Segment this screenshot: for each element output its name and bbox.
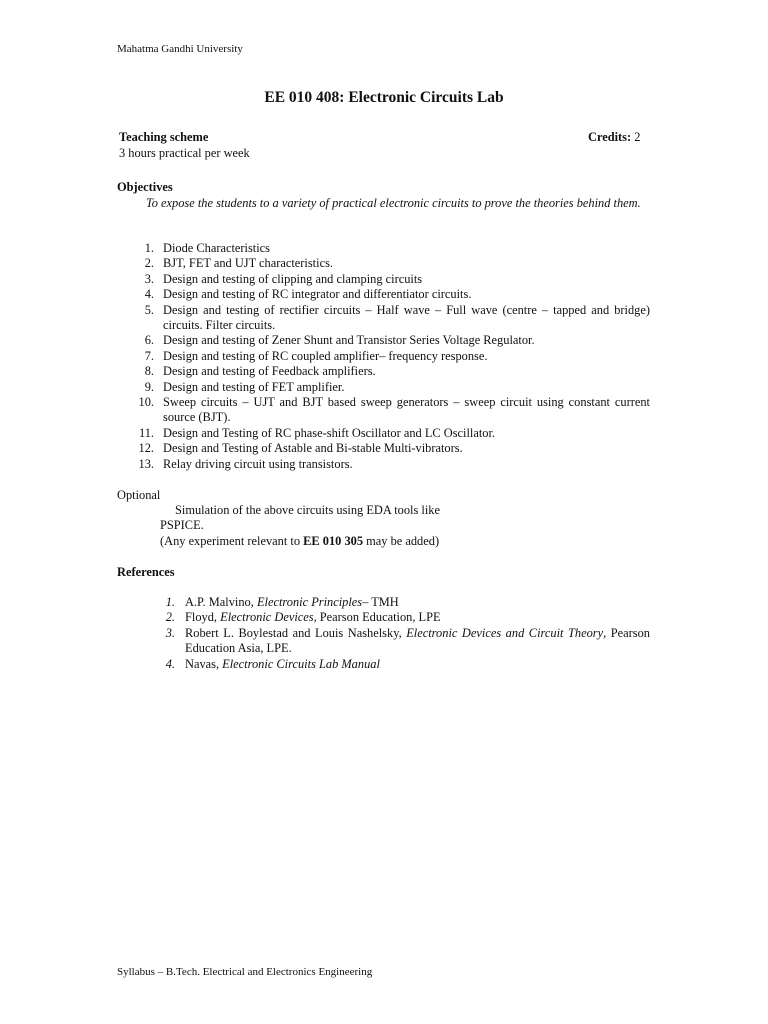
list-item: 13. Relay driving circuit using transistors. <box>138 456 353 471</box>
references-heading: References <box>117 565 175 579</box>
optional-line-1: Simulation of the above circuits using EDA tools like <box>175 503 440 517</box>
list-item: 8. Design and testing of Feedback amplifiers. <box>144 364 376 379</box>
list-item: 2. Floyd, Electronic Devices, Pearson Education, LPE <box>165 610 441 625</box>
objectives-heading: Objectives <box>117 180 173 194</box>
list-item: 12. Design and Testing of Astable and Bi-stable Multi-vibrators. <box>138 441 463 456</box>
credits <box>588 130 640 145</box>
teaching-scheme-label: Teaching scheme <box>119 130 209 144</box>
list-item: 3. Design and testing of clipping and clamping circuits <box>144 271 423 286</box>
list-item: 10. Sweep circuits – UJT and BJT based sweep generators – sweep circuit using constant current source (BJT). <box>138 395 650 425</box>
optional-line-2: PSPICE. <box>160 518 204 533</box>
credits-label: Credits: <box>588 130 632 144</box>
optional-line-3: (Any experiment relevant to EE 010 305 may be added) <box>160 533 440 548</box>
list-item: 1. A.P. Malvino, Electronic Principles– TMH <box>165 595 399 609</box>
list-item: 7. Design and testing of RC coupled amplifier– frequency response. <box>144 348 488 363</box>
page-footer: Syllabus – B.Tech. Electrical and Electronics Engineering <box>117 966 373 978</box>
teaching-hours: 3 hours practical per week <box>119 146 250 160</box>
credits-value: 2 <box>634 130 641 144</box>
list-item: 1. Diode Characteristics <box>144 241 271 255</box>
list-item: 11. Design and Testing of RC phase-shift Oscillator and LC Oscillator. <box>138 425 496 440</box>
page-title: EE 010 408: Electronic Circuits Lab <box>264 89 504 106</box>
list-item: 4. Navas, Electronic Circuits Lab Manual <box>165 656 380 671</box>
optional-heading: Optional <box>117 488 161 502</box>
page-header: Mahatma Gandhi University <box>117 43 243 55</box>
reference-list <box>117 595 650 672</box>
list-item: 9. Design and testing of FET amplifier. <box>144 379 345 394</box>
optional-text <box>160 503 560 549</box>
experiment-list <box>117 241 650 472</box>
list-item: 6. Design and testing of Zener Shunt and Transistor Series Voltage Regulator. <box>144 333 535 348</box>
list-item: 4. Design and testing of RC integrator and differentiator circuits. <box>144 287 472 302</box>
list-item: 5. Design and testing of rectifier circuits – Half wave – Full wave (centre – tapped and bridge) circuits. Filter circuits. <box>144 302 650 333</box>
list-item: 2. BJT, FET and UJT characteristics. <box>144 256 333 271</box>
objectives-text: To expose the students to a variety of practical electronic circuits to prove the theories behind them. <box>146 196 641 210</box>
list-item: 3. Robert L. Boylestad and Louis Nashelsky, Electronic Devices and Circuit Theory, Pearson Education Asia, LPE. <box>165 625 650 656</box>
